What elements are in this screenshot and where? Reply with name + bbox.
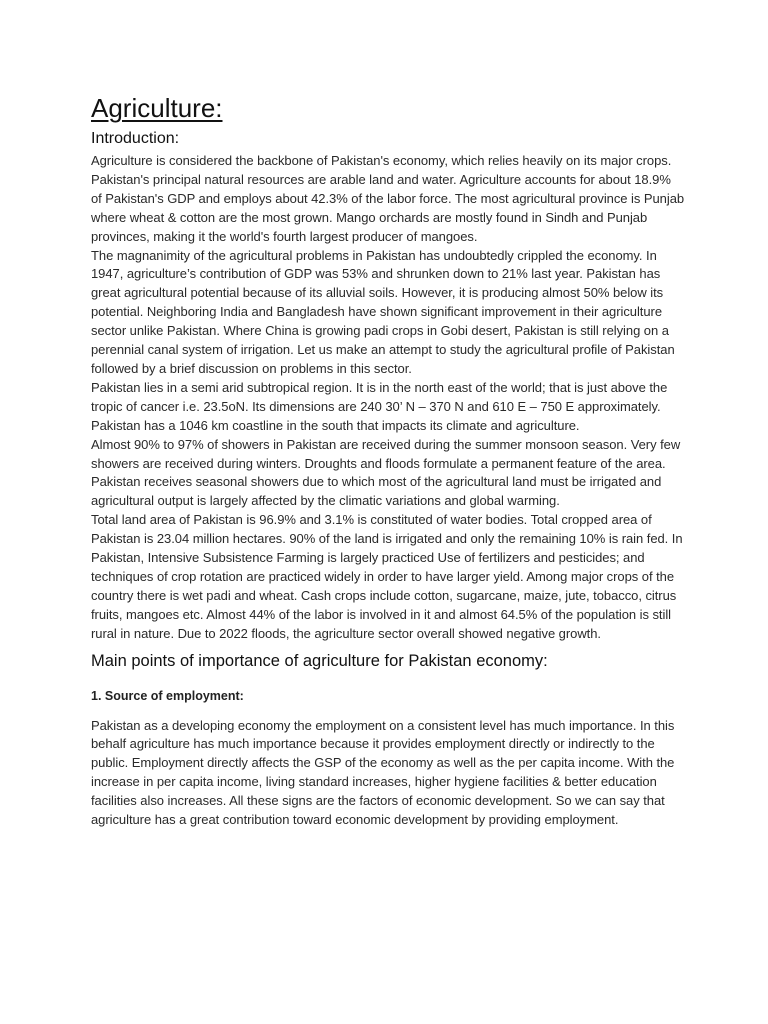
intro-paragraph-1: Agriculture is considered the backbone of Pakistan's economy, which relies heavily on its major crops. Pakistan's principal natural resources are arable land and water. Agriculture accounts for about 18.9% of Pakistan's GDP and employs about 42.3% of the labor force. The most agricultural province is Punjab where wheat & cotton are the most grown. Mango orchards are mostly found in Sindh and Punjab provinces, making it the world's fourth largest producer of mangoes. (91, 153, 685, 244)
intro-paragraph-4: Almost 90% to 97% of showers in Pakistan are received during the summer monsoon season. Very few showers are received during winters. Droughts and floods formulate a permanent feature of the area. Pakistan receives seasonal showers due to which most of the agricultural land must be irrigated and agricultural output is largely affected by the climatic variations and global warming. (91, 436, 681, 509)
point-1-heading: 1. Source of employment: (91, 688, 244, 703)
intro-paragraph-2: The magnanimity of the agricultural problems in Pakistan has undoubtedly crippled the economy. In 1947, agriculture’s contribution of GDP was 53% and shrunken down to 21% last year. Pakistan has great agricultural potential because of its alluvial soils. However, it is producing almost 50% below its potential. Neighboring India and Bangladesh have shown significant improvement in their agriculture sector unlike Pakistan. Where China is growing padi crops in Gobi desert, Pakistan is still relying on a perennial canal system of irrigation. Let us make an attempt to study the agricultural profile of Pakistan followed by a brief discussion on problems in this sector. (91, 247, 675, 376)
document-title: Agriculture: (91, 93, 223, 123)
intro-paragraph-5: Total land area of Pakistan is 96.9% and 3.1% is constituted of water bodies. Total cropped area of Pakistan is 23.04 million hectares. 90% of the land is irrigated and only the remaining 10% is rain fed. In Pakistan, Intensive Subsistence Farming is largely practiced Use of fertilizers and pesticides; and techniques of crop rotation are practiced widely in order to have larger yield. Among major crops of the country there is wet padi and wheat. Cash crops include cotton, sugarcane, maize, jute, tobacco, citrus fruits, mangoes etc. Almost 44% of the labor is involved in it and almost 64.5% of the population is still rural in nature. Due to 2022 floods, the agriculture sector overall showed negative growth. (91, 512, 683, 641)
introduction-heading: Introduction: (91, 130, 180, 147)
main-points-heading: Main points of importance of agriculture for Pakistan economy: (91, 651, 548, 670)
document-page (91, 92, 685, 830)
point-1-paragraph: Pakistan as a developing economy the employment on a consistent level has much importance. In this behalf agriculture has much importance because it provides employment directly or indirectly to the public. Employment directly affects the GSP of the economy as well as the per capita income. With the increase in per capita income, living standard increases, higher hygiene facilities & better education facilities also increases. All these signs are the factors of economic development. So we can say that agriculture has a great contribution toward economic development by providing employment. (91, 717, 675, 828)
intro-paragraph-3: Pakistan lies in a semi arid subtropical region. It is in the north east of the world; that is just above the tropic of cancer i.e. 23.5oN. Its dimensions are 240 30’ N – 370 N and 610 E – 750 E approximately. Pakistan has a 1046 km coastline in the south that impacts its climate and agriculture. (91, 379, 668, 433)
